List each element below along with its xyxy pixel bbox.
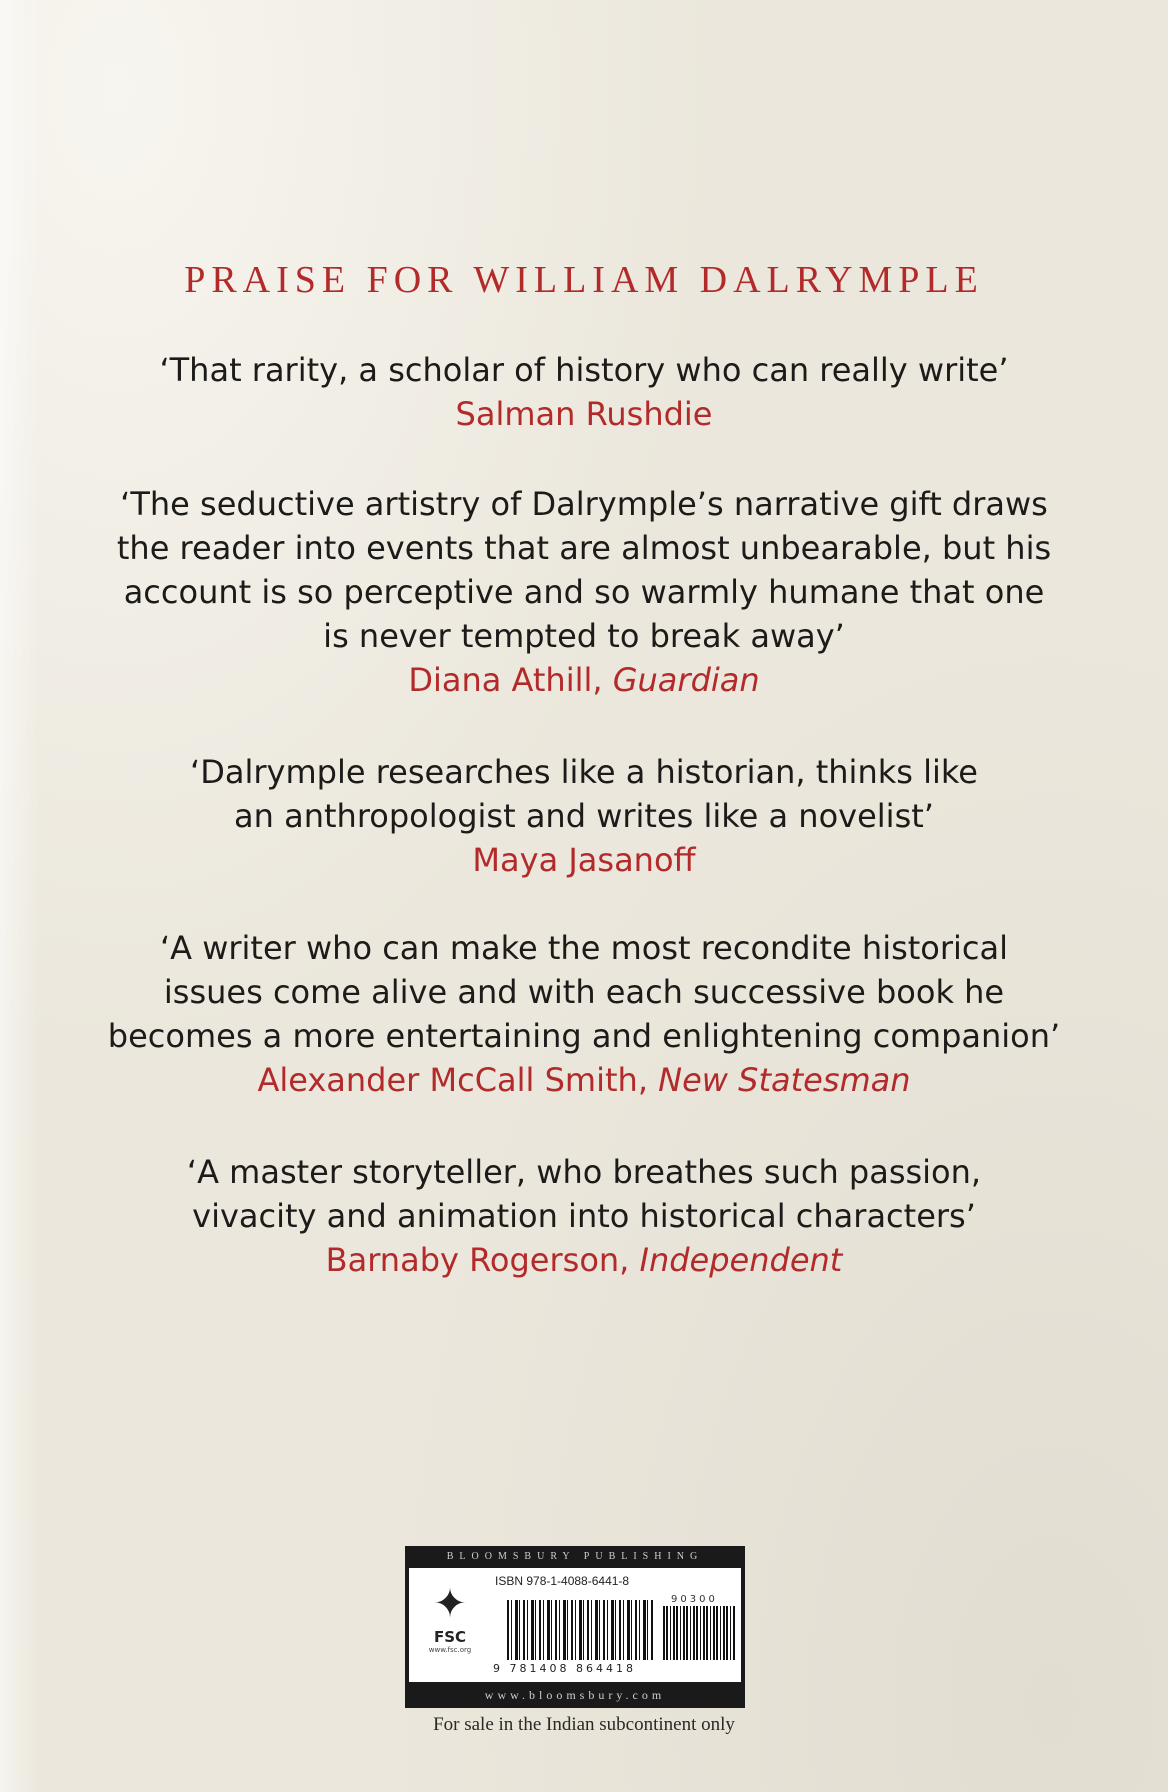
quote-line: the reader into events that are almost unbearable, but his [116,529,1052,567]
praise-block-2 [60,482,1108,702]
publication-name: New Statesman [658,1061,911,1099]
isbn-text: ISBN 978-1-4088-6441-8 [495,1574,630,1588]
publisher-banner: BLOOMSBURY PUBLISHING [446,1551,704,1562]
author-name: Barnaby Rogerson, [325,1241,640,1279]
praise-heading: PRAISE FOR WILLIAM DALRYMPLE [184,259,984,301]
fsc-label: FSC [433,1628,467,1646]
publisher-website: www.bloomsbury.com [484,1688,666,1702]
quote-line: ‘The seductive artistry of Dalrymple’s narrative gift draws [120,485,1048,523]
barcode-addon-bars [663,1606,735,1660]
praise-block-4 [60,926,1108,1102]
attribution [60,838,1108,882]
praise-block-1 [60,348,1108,436]
fsc-badge [419,1580,481,1670]
praise-block-3 [60,750,1108,882]
attribution [60,1058,1108,1102]
quote-line: ‘A writer who can make the most recondite historical [159,929,1009,967]
quote-line: is never tempted to break away’ [323,617,845,655]
praise-block-5 [60,1150,1108,1282]
author-name: Maya Jasanoff [472,841,696,879]
quote-line: becomes a more entertaining and enlightening companion’ [107,1017,1061,1055]
author-name: Salman Rushdie [455,395,713,433]
quote-line: vivacity and animation into historical characters’ [192,1197,976,1235]
fsc-tree-icon: ✦ [433,1581,467,1627]
attribution [60,1238,1108,1282]
fsc-site: www.fsc.org [428,1646,472,1654]
sale-notice: For sale in the Indian subcontinent only [433,1714,735,1735]
attribution [60,392,1108,436]
quote-line: ‘Dalrymple researches like a historian, thinks like [190,753,978,791]
price-code: 90300 [671,1594,718,1605]
barcode-label [409,1568,741,1682]
barcode-panel [405,1546,745,1708]
attribution [60,658,1108,702]
barcode-digits: 9 781408 864418 [493,1662,636,1675]
quote-line: ‘A master storyteller, who breathes such passion, [186,1153,982,1191]
quote-line: ‘That rarity, a scholar of history who can really write’ [159,351,1009,389]
publication-name: Guardian [612,661,760,699]
quote-line: issues come alive and with each successive book he [163,973,1005,1011]
author-name: Alexander McCall Smith, [257,1061,659,1099]
quote-line: account is so perceptive and so warmly humane that one [123,573,1045,611]
publication-name: Independent [639,1241,843,1279]
barcode-bars [507,1600,653,1660]
quote-line: an anthropologist and writes like a novelist’ [234,797,934,835]
author-name: Diana Athill, [408,661,613,699]
